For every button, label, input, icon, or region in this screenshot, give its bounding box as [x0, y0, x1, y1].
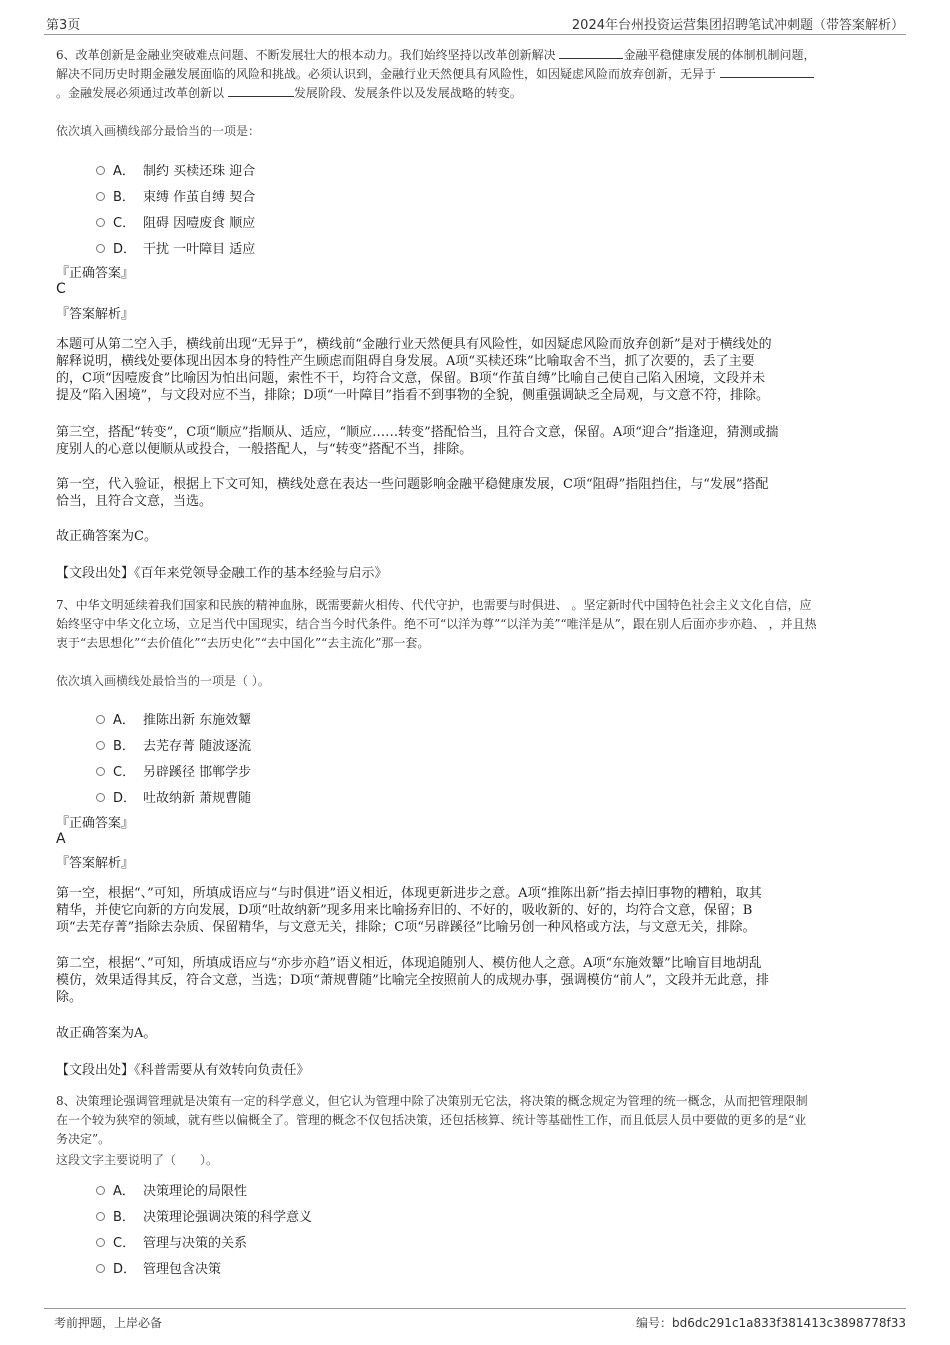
text-line: 第一空，代入验证，根据上下文可知，横线处意在表达一些问题影响金融平稳健康发展，C项“阻碍”指阻挡住，与“发展”搭配	[56, 477, 769, 492]
document-code	[636, 1314, 906, 1331]
text-line: 第一空，根据“、”可知，所填成语应与“与时俱进”语义相近，体现更新进步之意。A项“推陈出新”指去掉旧事物的糟粕，取其	[56, 886, 762, 901]
option-letter: D．	[113, 1261, 137, 1277]
q7-analysis-para-1	[56, 885, 906, 936]
q6-blank-2	[720, 65, 814, 78]
q6-options	[96, 156, 255, 260]
option-text: 干扰 一叶障目 适应	[143, 241, 256, 257]
radio-icon[interactable]	[96, 1212, 105, 1221]
text-line: 7、中华文明延续着我们国家和民族的精神血脉，既需要薪火相传、代代守护，也需要与时俱进、 。坚定新时代中国特色社会主义文化自信，应	[56, 598, 812, 612]
radio-icon[interactable]	[96, 244, 105, 253]
option-letter: C．	[113, 215, 136, 231]
option-text: 另辟蹊径 邯郸学步	[143, 764, 252, 780]
radio-icon[interactable]	[96, 715, 105, 724]
radio-icon[interactable]	[96, 1238, 105, 1247]
radio-icon[interactable]	[96, 1186, 105, 1195]
q6-option-a[interactable]	[96, 156, 255, 182]
text-line: 提及“陷入困境”，与文段对应不当，排除；D项“一叶障目”指看不到事物的全貌，侧重强调缺乏全局观，与文意不符，排除。	[56, 388, 770, 403]
q7-stem	[56, 596, 906, 653]
option-text: 束缚 作茧自缚 契合	[143, 189, 256, 205]
option-letter: C．	[113, 764, 136, 780]
q6-option-d[interactable]	[96, 234, 255, 260]
q7-prompt: 依次填入画横线处最恰当的一项是（ ）。	[56, 674, 270, 688]
q7-analysis-label: 『答案解析』	[56, 856, 135, 871]
option-text: 阻碍 因噎废食 顺应	[143, 215, 256, 231]
text-line: 解释说明，横线处要体现出因本身的特性产生顾虑而阻碍自身发展。A项“买椟还珠”比喻取舍不当，抓了次要的，丢了主要	[56, 354, 755, 369]
option-text: 管理包含决策	[143, 1261, 222, 1277]
q6-stem-text-4: 。金融发展必须通过改革创新以	[56, 86, 228, 100]
q7-analysis-para-2	[56, 955, 906, 1006]
option-text: 决策理论的局限性	[143, 1183, 248, 1199]
q7-conclusion: 故正确答案为A。	[56, 1026, 157, 1041]
option-letter: D．	[113, 790, 137, 806]
q8-option-b[interactable]	[96, 1202, 312, 1228]
text-line: 恰当，且符合文意，当选。	[56, 494, 213, 509]
q6-prompt: 依次填入画横线部分最恰当的一项是：	[56, 124, 261, 138]
text-line: 衷于“去思想化”“去价值化”“去历史化”“去中国化”“去主流化”那一套。	[56, 636, 430, 650]
q6-stem-text-2: 金融平稳健康发展的体制机制问题，	[623, 48, 816, 62]
text-line: 始终坚守中华文化立场，立足当代中国现实，结合当今时代条件。绝不可“以洋为尊”“以洋为美”“唯洋是从”，跟在别人后面亦步亦趋、 ，并且热	[56, 617, 817, 631]
text-line: 第二空，根据“、”可知，所填成语应与“亦步亦趋”语义相近，体现追随别人、模仿他人之意。A项“东施效颦”比喻盲目地胡乱	[56, 956, 762, 971]
q6-answer-label: 『正确答案』	[56, 266, 135, 281]
q7-option-d[interactable]	[96, 783, 251, 809]
option-letter: B．	[113, 189, 135, 205]
option-text: 制约 买椟还珠 迎合	[143, 163, 256, 179]
q6-answer: C	[56, 281, 66, 297]
code-value: bd6dc291c1a833f381413c3898778f33	[671, 1316, 906, 1330]
q6-option-b[interactable]	[96, 182, 255, 208]
option-letter: B．	[113, 1209, 135, 1225]
q8-prompt: 这段文字主要说明了（ ）。	[56, 1153, 219, 1167]
q8-option-d[interactable]	[96, 1254, 312, 1280]
q7-answer-label: 『正确答案』	[56, 816, 135, 831]
option-text: 推陈出新 东施效颦	[143, 712, 252, 728]
q6-conclusion: 故正确答案为C。	[56, 529, 157, 544]
q8-option-a[interactable]	[96, 1176, 312, 1202]
page-header	[44, 10, 906, 35]
q8-stem	[56, 1092, 906, 1149]
option-text: 吐故纳新 萧规曹随	[143, 790, 252, 806]
text-line: 度别人的心意以便顺从或投合，一般搭配人，与“转变”搭配不当，排除。	[56, 442, 473, 457]
text-line: 精华，并使它向新的方向发展，D项“吐故纳新”现多用来比喻扬弃旧的、不好的，吸收新的、好的，均符合文意，保留；B	[56, 903, 753, 918]
footer-slogan: 考前押题，上岸必备	[54, 1316, 163, 1330]
text-line: 在一个较为狭窄的领域，就有些以偏概全了。管理的概念不仅包括决策，还包括核算、统计等基础性工作，而且低层人员中要做的更多的是“业	[56, 1113, 807, 1127]
q6-blank-3	[228, 84, 294, 97]
text-line: 的，C项“因噎废食”比喻因为怕出问题，索性不干，均符合文意，保留。B项“作茧自缚”比喻自己使自己陷入困境，文段并未	[56, 371, 766, 386]
option-text: 去芜存菁 随波逐流	[143, 738, 252, 754]
q6-stem	[56, 46, 906, 103]
option-letter: B．	[113, 738, 135, 754]
radio-icon[interactable]	[96, 192, 105, 201]
text-line: 本题可从第二空入手，横线前出现“无异于”，横线前“金融行业天然便具有风险性，如因疑虑风险而放弃创新”是对于横线处的	[56, 337, 772, 352]
q6-blank-1	[559, 46, 623, 59]
q6-source: 【文段出处】《百年来党领导金融工作的基本经验与启示》	[56, 566, 388, 581]
q6-analysis-para-2	[56, 424, 906, 458]
text-line: 第三空，搭配“转变”，C项“顺应”指顺从、适应，“顺应……转变”搭配恰当，且符合文意，保留。A项“迎合”指逢迎，猜测或揣	[56, 425, 779, 440]
q8-options	[96, 1176, 312, 1280]
q6-stem-text-5: 发展阶段、发展条件以及发展战略的转变。	[293, 86, 522, 100]
radio-icon[interactable]	[96, 1264, 105, 1273]
option-letter: D．	[113, 241, 137, 257]
code-label: 编号：	[635, 1316, 672, 1330]
radio-icon[interactable]	[96, 767, 105, 776]
text-line: 除。	[56, 990, 83, 1005]
q7-source: 【文段出处】《科普需要从有效转向负责任》	[56, 1063, 310, 1078]
q6-analysis-para-1	[56, 336, 906, 404]
text-line: 模仿，效果适得其反，符合文意，当选；D项“萧规曹随”比喻完全按照前人的成规办事，强调模仿“前人”，文段并无此意，排	[56, 973, 770, 988]
q6-stem-text-3: 解决不同历史时期金融发展面临的风险和挑战。必须认识到，金融行业天然便具有风险性，如因疑虑风险而放弃创新，无异于	[56, 67, 720, 81]
text-line: 务决定”。	[56, 1132, 111, 1146]
q7-option-a[interactable]	[96, 705, 251, 731]
option-letter: C．	[113, 1235, 136, 1251]
document-title: 2024年台州投资运营集团招聘笔试冲刺题（带答案解析）	[571, 18, 904, 33]
option-text: 决策理论强调决策的科学意义	[143, 1209, 313, 1225]
option-letter: A．	[113, 712, 135, 728]
option-text: 管理与决策的关系	[143, 1235, 248, 1251]
q7-answer: A	[56, 831, 66, 847]
page-footer	[44, 1308, 906, 1333]
q7-option-b[interactable]	[96, 731, 251, 757]
radio-icon[interactable]	[96, 793, 105, 802]
text-line: 项“去芜存菁”指除去杂质、保留精华，与文意无关，排除；C项“另辟蹊径”比喻另创一种风格或方法，与文意无关，排除。	[56, 920, 756, 935]
option-letter: A．	[113, 163, 135, 179]
q6-stem-text-1: 6、改革创新是金融业突破难点问题、不断发展壮大的根本动力。我们始终坚持以改革创新解决	[56, 48, 560, 62]
radio-icon[interactable]	[96, 741, 105, 750]
radio-icon[interactable]	[96, 218, 105, 227]
q6-analysis-para-3	[56, 476, 906, 510]
radio-icon[interactable]	[96, 166, 105, 175]
q7-options	[96, 705, 251, 809]
page-number: 第3页	[46, 18, 81, 33]
option-letter: A．	[113, 1183, 135, 1199]
q6-option-c[interactable]	[96, 208, 255, 234]
text-line: 8、决策理论强调管理就是决策有一定的科学意义，但它认为管理中除了决策别无它法，将决策的概念规定为管理的统一概念，从而把管理限制	[56, 1094, 808, 1108]
q8-option-c[interactable]	[96, 1228, 312, 1254]
q7-option-c[interactable]	[96, 757, 251, 783]
q6-analysis-label: 『答案解析』	[56, 307, 135, 322]
